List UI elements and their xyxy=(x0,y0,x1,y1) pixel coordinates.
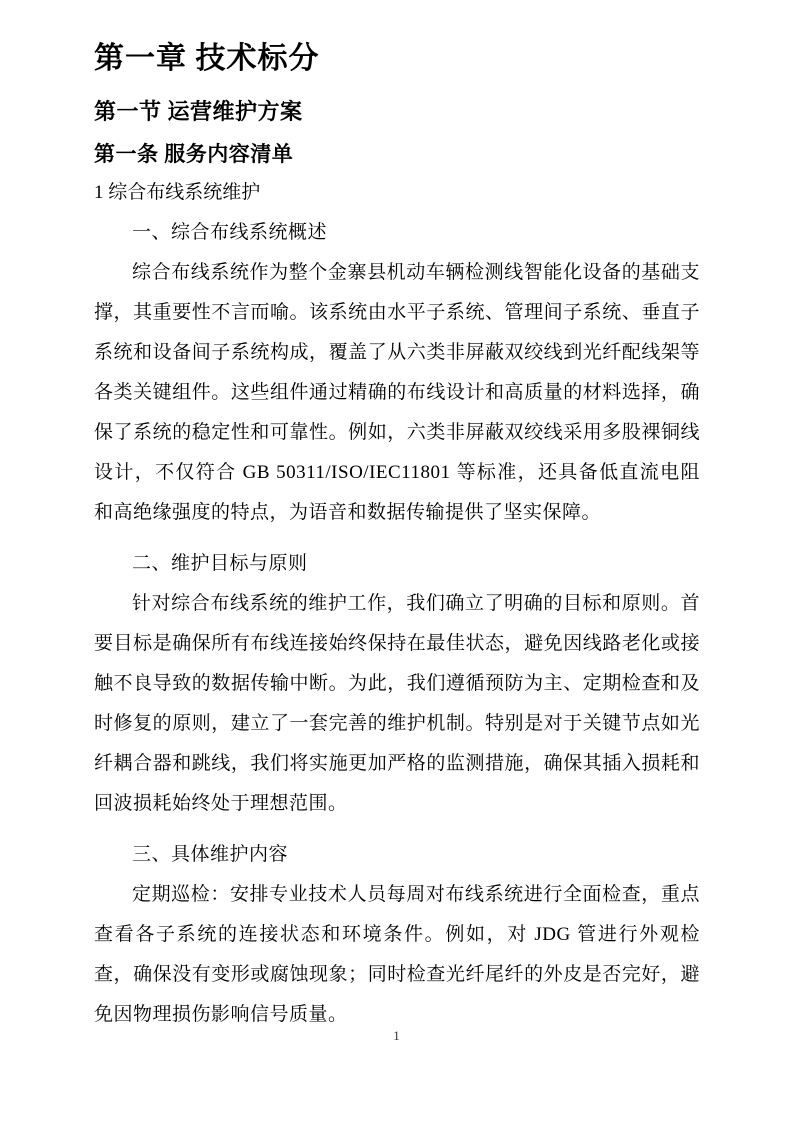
item-heading: 1 综合布线系统维护 xyxy=(94,182,261,203)
paragraph-overview: 综合布线系统作为整个金寨县机动车辆检测线智能化设备的基础支撑，其重要性不言而喻。该系统由水平子系统、管理间子系统、垂直子系统和设备间子系统构成，覆盖了从六类非屏蔽双绞线到光纤配线架等各类关键组件。这些组件通过精确的布线设计和高质量的材料选择，确保了系统的稳定性和可靠性。例如，六类非屏蔽双绞线采用多股裸铜线设计，不仅符合 GB 50311/ISO/IEC11801 等标准，还具备低直流电阻和高绝缘强度的特点，为语音和数据传输提供了坚实保障。 xyxy=(94,262,700,523)
paragraph-maintenance-content: 定期巡检：安排专业技术人员每周对布线系统进行全面检查，重点查看各子系统的连接状态和环境条件。例如，对 JDG 管进行外观检查，确保没有变形或腐蚀现象；同时检查光纤尾纤的外皮是否完好，避免因物理损伤影响信号质量。 xyxy=(94,884,700,1025)
section-heading: 第一节 运营维护方案 xyxy=(94,99,303,124)
subheading-overview: 一、综合布线系统概述 xyxy=(132,222,328,243)
clause-heading: 第一条 服务内容清单 xyxy=(94,142,294,166)
paragraph-goals: 针对综合布线系统的维护工作，我们确立了明确的目标和原则。首要目标是确保所有布线连接始终保持在最佳状态，避免因线路老化或接触不良导致的数据传输中断。为此，我们遵循预防为主、定期检查和及时修复的原则，建立了一套完善的维护机制。特别是对于关键节点如光纤耦合器和跳线，我们将实施更加严格的监测措施，确保其插入损耗和回波损耗始终处于理想范围。 xyxy=(94,593,700,814)
page-number: 1 xyxy=(393,1028,400,1043)
subheading-goals: 二、维护目标与原则 xyxy=(132,553,308,574)
subheading-maintenance-content: 三、具体维护内容 xyxy=(132,844,289,865)
chapter-heading: 第一章 技术标分 xyxy=(94,42,320,75)
